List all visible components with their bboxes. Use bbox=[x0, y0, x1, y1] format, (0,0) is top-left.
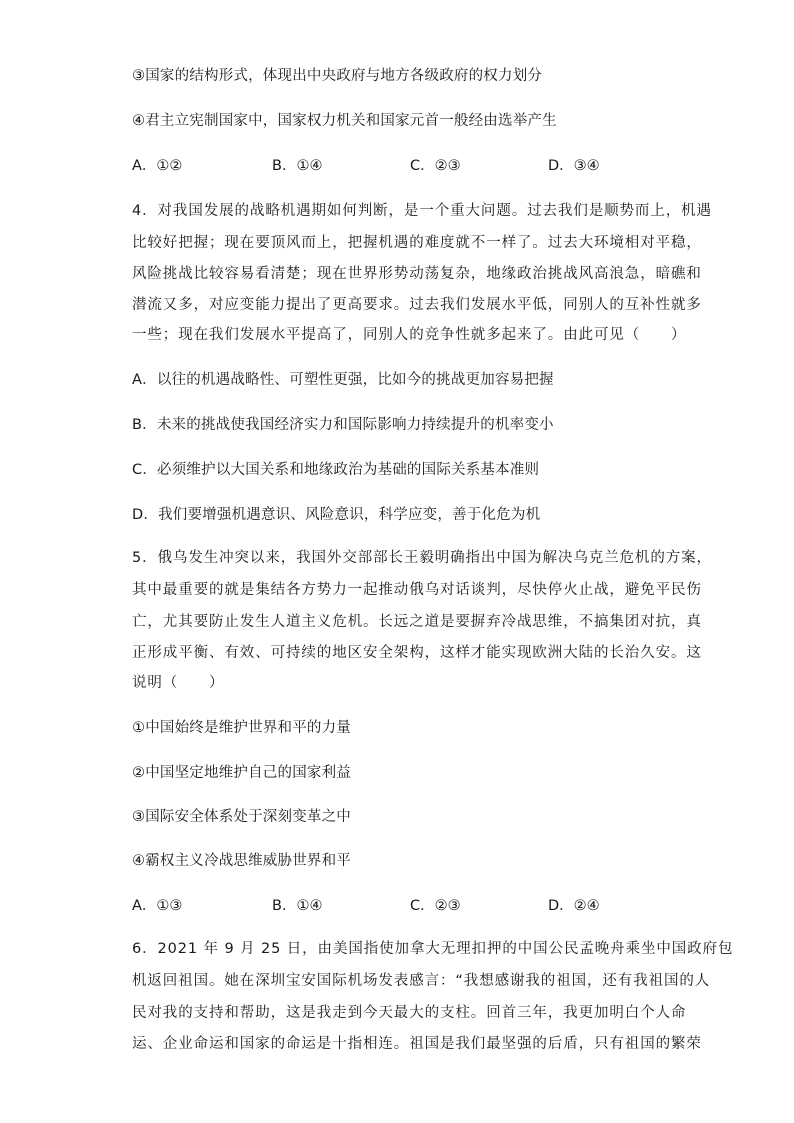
q6-stem-line: 民对我的支持和帮助，这是我走到今天最大的支柱。回首三年，我更加明白个人命 bbox=[132, 1005, 687, 1021]
q5-option-a[interactable]: A．①③ bbox=[132, 898, 183, 914]
q5-statement-3: ③国际安全体系处于深刻变革之中 bbox=[132, 809, 351, 825]
q3-statement-3: ③国家的结构形式，体现出中央政府与地方各级政府的权力划分 bbox=[132, 68, 543, 84]
q3-statement-4: ④君主立宪制国家中，国家权力机关和国家元首一般经由选举产生 bbox=[132, 113, 557, 129]
q3-option-b[interactable]: B．①④ bbox=[272, 158, 323, 174]
q5-option-c[interactable]: C．②③ bbox=[410, 898, 461, 914]
q5-stem-line: 说明（ ） bbox=[132, 675, 225, 691]
q3-option-a[interactable]: A．①② bbox=[132, 158, 183, 174]
q4-stem-line: 潜流又多，对应变能力提出了更高要求。过去我们发展水平低，同别人的互补性就多 bbox=[132, 297, 702, 313]
q4-stem-line: 一些；现在我们发展水平提高了，同别人的竞争性就多起来了。由此可见（ ） bbox=[132, 327, 687, 343]
q4-choice-d[interactable]: D．我们要增强机遇意识、风险意识，科学应变，善于化危为机 bbox=[132, 507, 541, 523]
q5-stem-line: 其中最重要的就是集结各方势力一起推动俄乌对话谈判，尽快停火止战，避免平民伤 bbox=[132, 582, 702, 598]
q5-stem-line: 正形成平衡、有效、可持续的地区安全架构，这样才能实现欧洲大陆的长治久安。这 bbox=[132, 645, 702, 661]
q4-choice-a[interactable]: A．以往的机遇战略性、可塑性更强，比如今的挑战更加容易把握 bbox=[132, 372, 554, 388]
q4-stem-line: 风险挑战比较容易看清楚；现在世界形势动荡复杂，地缘政治挑战风高浪急，暗礁和 bbox=[132, 266, 702, 282]
q6-stem-line: 运、企业命运和国家的命运是十指相连。祖国是我们最坚强的后盾，只有祖国的繁荣 bbox=[132, 1036, 702, 1052]
q3-option-d[interactable]: D．③④ bbox=[548, 158, 600, 174]
q5-stem-line: 亡，尤其要防止发生人道主义危机。长远之道是要摒弃冷战思维，不搞集团对抗，真 bbox=[132, 614, 702, 630]
q3-options bbox=[132, 156, 692, 176]
q5-options bbox=[132, 896, 692, 916]
q5-option-d[interactable]: D．②④ bbox=[548, 898, 600, 914]
q4-choice-c[interactable]: C．必须维护以大国关系和地缘政治为基础的国际关系基本准则 bbox=[132, 462, 540, 478]
q5-statement-2: ②中国坚定地维护自己的国家利益 bbox=[132, 765, 351, 781]
q5-statement-1: ①中国始终是维护世界和平的力量 bbox=[132, 720, 351, 736]
q4-stem-line: 4．对我国发展的战略机遇期如何判断，是一个重大问题。过去我们是顺势而上，机遇 bbox=[132, 203, 712, 219]
q5-statement-4: ④霸权主义冷战思维威胁世界和平 bbox=[132, 853, 351, 869]
q4-stem-line: 比较好把握；现在要顶风而上，把握机遇的难度就不一样了。过去大环境相对平稳， bbox=[132, 235, 702, 251]
q4-choice-b[interactable]: B．未来的挑战使我国经济实力和国际影响力持续提升的机率变小 bbox=[132, 417, 554, 433]
q5-option-b[interactable]: B．①④ bbox=[272, 898, 323, 914]
q3-option-c[interactable]: C．②③ bbox=[410, 158, 461, 174]
q5-stem-line: 5．俄乌发生冲突以来，我国外交部部长王毅明确指出中国为解决乌克兰危机的方案， bbox=[132, 550, 712, 566]
q6-stem-line: 6．2021 年 9 月 25 日，由美国指使加拿大无理扣押的中国公民孟晚舟乘坐中国政府包 bbox=[132, 941, 734, 957]
q6-stem-line: 机返回祖国。她在深圳宝安国际机场发表感言：“我想感谢我的祖国，还有我祖国的人 bbox=[132, 973, 711, 989]
